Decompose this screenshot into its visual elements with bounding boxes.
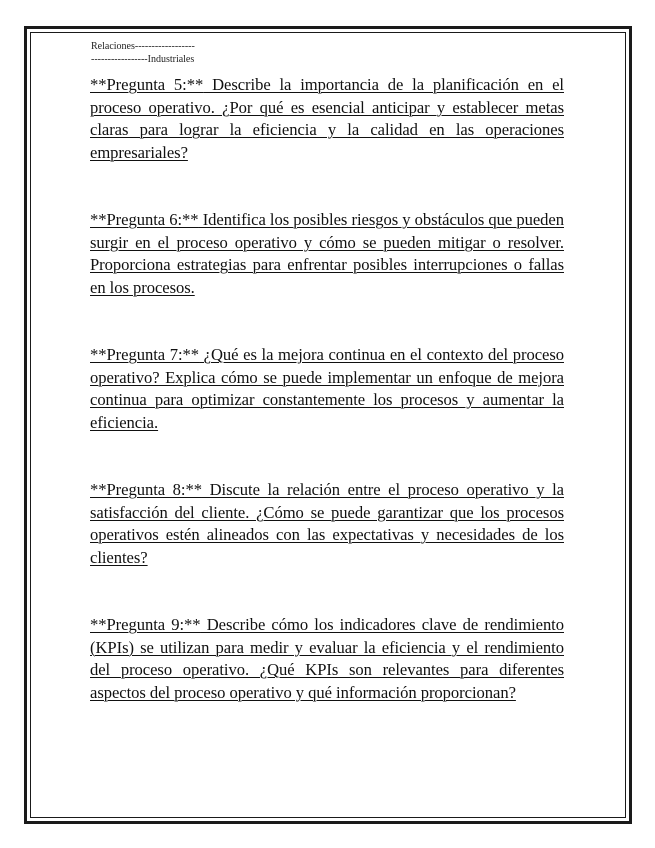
question-8	[90, 479, 564, 569]
question-label: **Pregunta 6:**	[90, 210, 199, 229]
header-line-2: -----------------Industriales	[91, 54, 195, 65]
question-label: **Pregunta 5:**	[90, 75, 204, 94]
question-text: Describe la importancia de la planificación en el proceso operativo. ¿Por qué es esencial anticipar y establecer metas claras para lograr la eficiencia y la calidad en las operaciones empresariales?	[90, 75, 564, 162]
question-9	[90, 614, 564, 704]
question-7	[90, 344, 564, 434]
page-header	[91, 40, 195, 66]
question-label: **Pregunta 8:**	[90, 480, 202, 499]
question-6	[90, 209, 564, 299]
question-text: Identifica los posibles riesgos y obstáculos que pueden surgir en el proceso operativo y cómo se pueden mitigar o resolver. Proporciona estrategias para enfrentar posibles interrupciones o fallas en los procesos.	[90, 210, 564, 297]
question-text: ¿Qué es la mejora continua en el contexto del proceso operativo? Explica cómo se puede implementar un enfoque de mejora continua para optimizar constantemente los procesos y aumentar la eficiencia.	[90, 345, 564, 432]
question-label: **Pregunta 9:**	[90, 615, 201, 634]
question-text: Discute la relación entre el proceso operativo y la satisfacción del cliente. ¿Cómo se puede garantizar que los procesos operativos estén alineados con las expectativas y necesidades de los clientes?	[90, 480, 564, 567]
question-text: Describe cómo los indicadores clave de rendimiento (KPIs) se utilizan para medir y evaluar la eficiencia y el rendimiento del proceso operativo. ¿Qué KPIs son relevantes para diferentes aspectos del proceso operativo y qué información proporcionan?	[90, 615, 564, 702]
header-line-1: Relaciones------------------	[91, 41, 195, 52]
question-5	[90, 74, 564, 164]
question-label: **Pregunta 7:**	[90, 345, 200, 364]
questions-list	[90, 74, 564, 704]
